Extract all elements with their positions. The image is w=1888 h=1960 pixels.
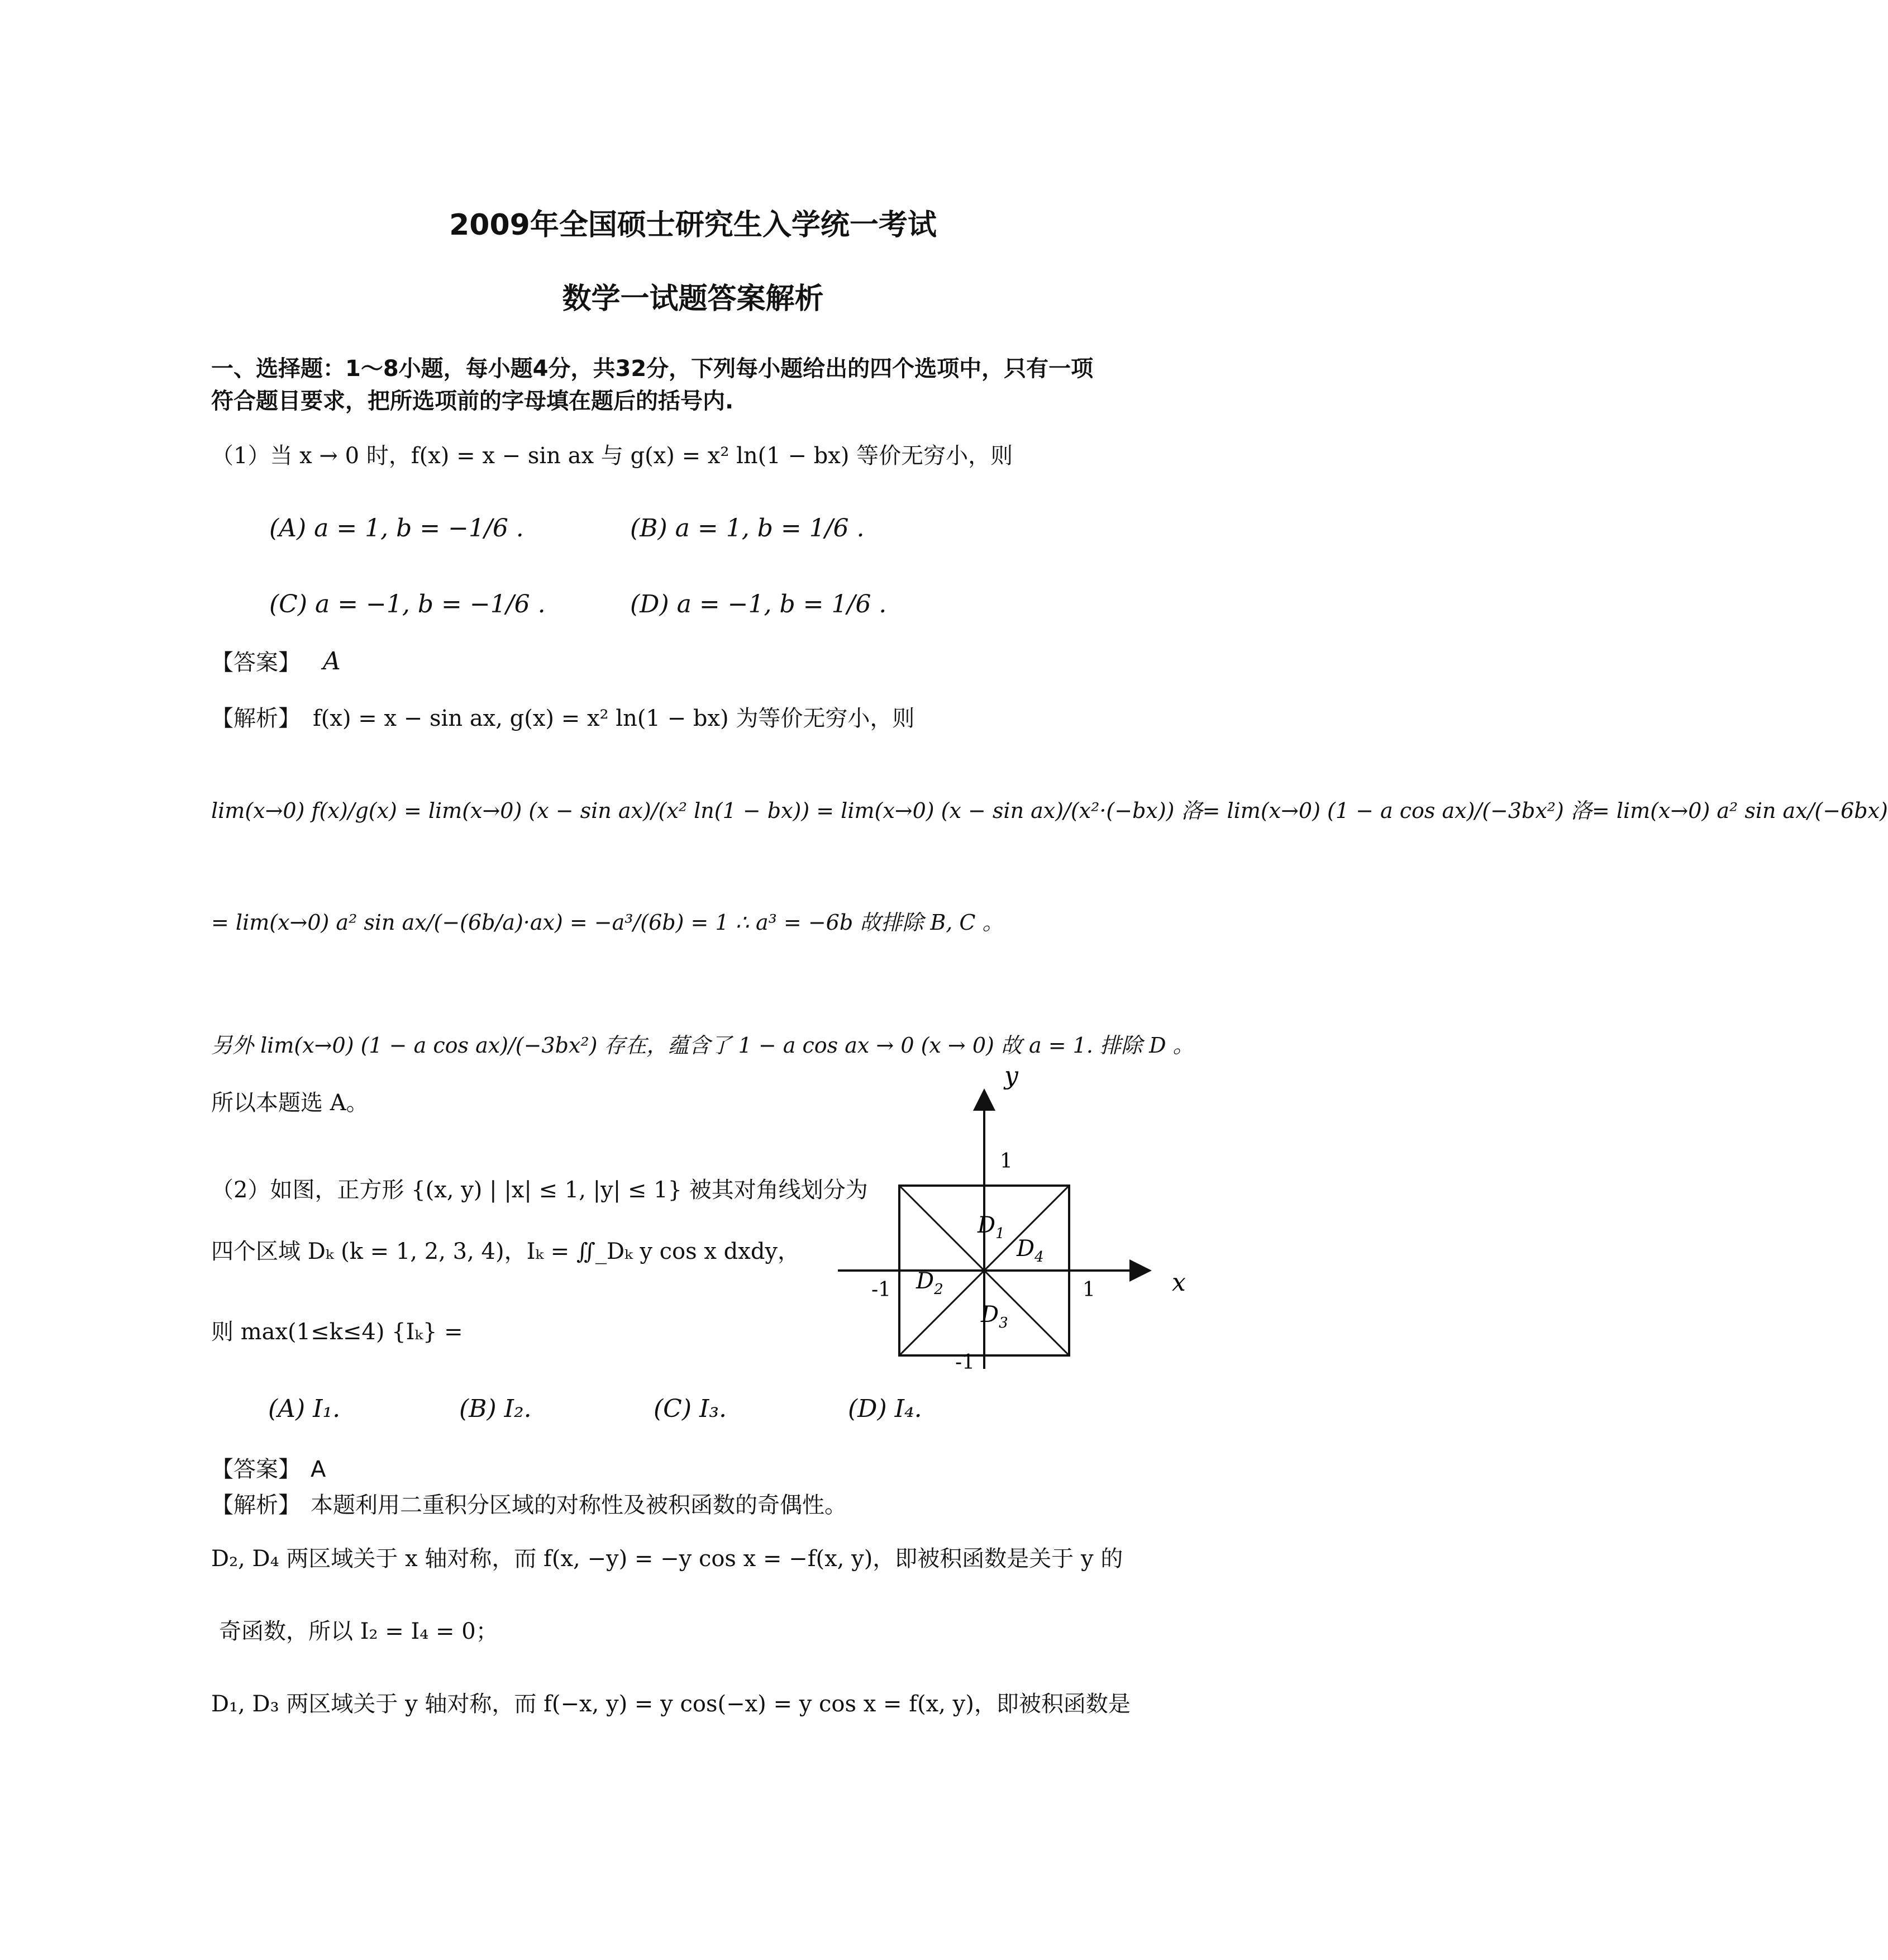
q2-option-a: (A) I₁. (268, 1395, 341, 1423)
q1-stem: （1）当 x → 0 时，f(x) = x − sin ax 与 g(x) = x² ln(1 − bx) 等价无穷小，则 (211, 443, 1013, 469)
q1-option-a: (A) a = 1, b = −1/6 . (269, 514, 524, 543)
q2-analysis: 本题利用二重积分区域的对称性及被积函数的奇偶性。 (311, 1492, 847, 1518)
q2-answer-label: 【答案】 (211, 1457, 301, 1482)
tick-y-neg: -1 (955, 1351, 975, 1374)
q1-option-c: (C) a = −1, b = −1/6 . (269, 590, 546, 619)
y-axis-label: y (1004, 1062, 1018, 1090)
tick-y-pos: 1 (1000, 1150, 1013, 1173)
q2-paragraph-3: D₁, D₃ 两区域关于 y 轴对称，而 f(−x, y) = y cos(−x) = y cos x = f(x, y)，即被积函数是 (211, 1691, 1131, 1717)
q1-analysis: f(x) = x − sin ax, g(x) = x² ln(1 − bx) 为等价无穷小，则 (313, 706, 915, 731)
q2-paragraph-2: 奇函数，所以 I₂ = I₄ = 0； (219, 1619, 498, 1644)
section-line-1: 一、选择题：1～8小题，每小题4分，共32分，下列每小题给出的四个选项中，只有一项 (211, 356, 1094, 382)
tick-x-neg: -1 (871, 1278, 891, 1301)
q1-conclusion: 所以本题选 A。 (211, 1090, 369, 1116)
region-label-d1: $D_1$ (978, 1212, 1005, 1242)
q1-equation-2: = lim(x→0) a² sin ax/(−(6b/a)·ax) = −a³/(6b) = 1 ∴ a³ = −6b 故排除 B, C 。 (211, 910, 1004, 935)
q2-stem-3: 则 max(1≤k≤4) {Iₖ} = (211, 1319, 463, 1345)
q2-option-c: (C) I₃. (654, 1395, 727, 1423)
q2-option-d: (D) I₄. (848, 1395, 922, 1423)
tick-x-pos: 1 (1083, 1278, 1095, 1301)
q2-answer: A (311, 1457, 326, 1482)
page-title: 2009年全国硕士研究生入学统一考试 (449, 208, 937, 242)
section-line-2: 符合题目要求，把所选项前的字母填在题后的括号内. (211, 388, 734, 414)
x-axis-label: x (1172, 1268, 1186, 1297)
region-label-d4: $D_4$ (1017, 1236, 1044, 1266)
q1-answer: A (323, 647, 341, 675)
q1-equation-3: 另外 lim(x→0) (1 − a cos ax)/(−3bx²) 存在，蕴含了 1 − a cos ax → 0 (x → 0) 故 a = 1. 排除 D 。 (211, 1033, 1194, 1058)
q1-option-d: (D) a = −1, b = 1/6 . (630, 590, 887, 619)
q1-answer-label: 【答案】 (211, 650, 301, 675)
q2-stem-1: （2）如图，正方形 {(x, y) | |x| ≤ 1, |y| ≤ 1} 被其对角线划分为 (211, 1177, 868, 1203)
q1-option-b: (B) a = 1, b = 1/6 . (630, 514, 865, 543)
q1-equation-1: lim(x→0) f(x)/g(x) = lim(x→0) (x − sin ax)/(x² ln(1 − bx)) = lim(x→0) (x − sin ax)/(x²·(−bx)) 洛= lim(x→0) (1 − a cos ax)/(−3bx²) 洛= lim(x→0) a² sin ax/(−6bx) (211, 798, 1888, 823)
region-label-d3: $D_3$ (981, 1302, 1008, 1331)
q2-stem-2: 四个区域 Dₖ (k = 1, 2, 3, 4)，Iₖ = ∬_Dₖ y cos x dxdy， (211, 1239, 800, 1264)
q1-analysis-label: 【解析】 (211, 706, 301, 731)
page-subtitle: 数学一试题答案解析 (562, 282, 824, 316)
q2-option-b: (B) I₂. (459, 1395, 532, 1423)
q2-paragraph-1: D₂, D₄ 两区域关于 x 轴对称，而 f(x, −y) = −y cos x = −f(x, y)，即被积函数是关于 y 的 (211, 1546, 1123, 1572)
region-figure (827, 1062, 1218, 1380)
region-label-d2: $D_2$ (916, 1268, 943, 1298)
q2-analysis-label: 【解析】 (211, 1492, 301, 1518)
